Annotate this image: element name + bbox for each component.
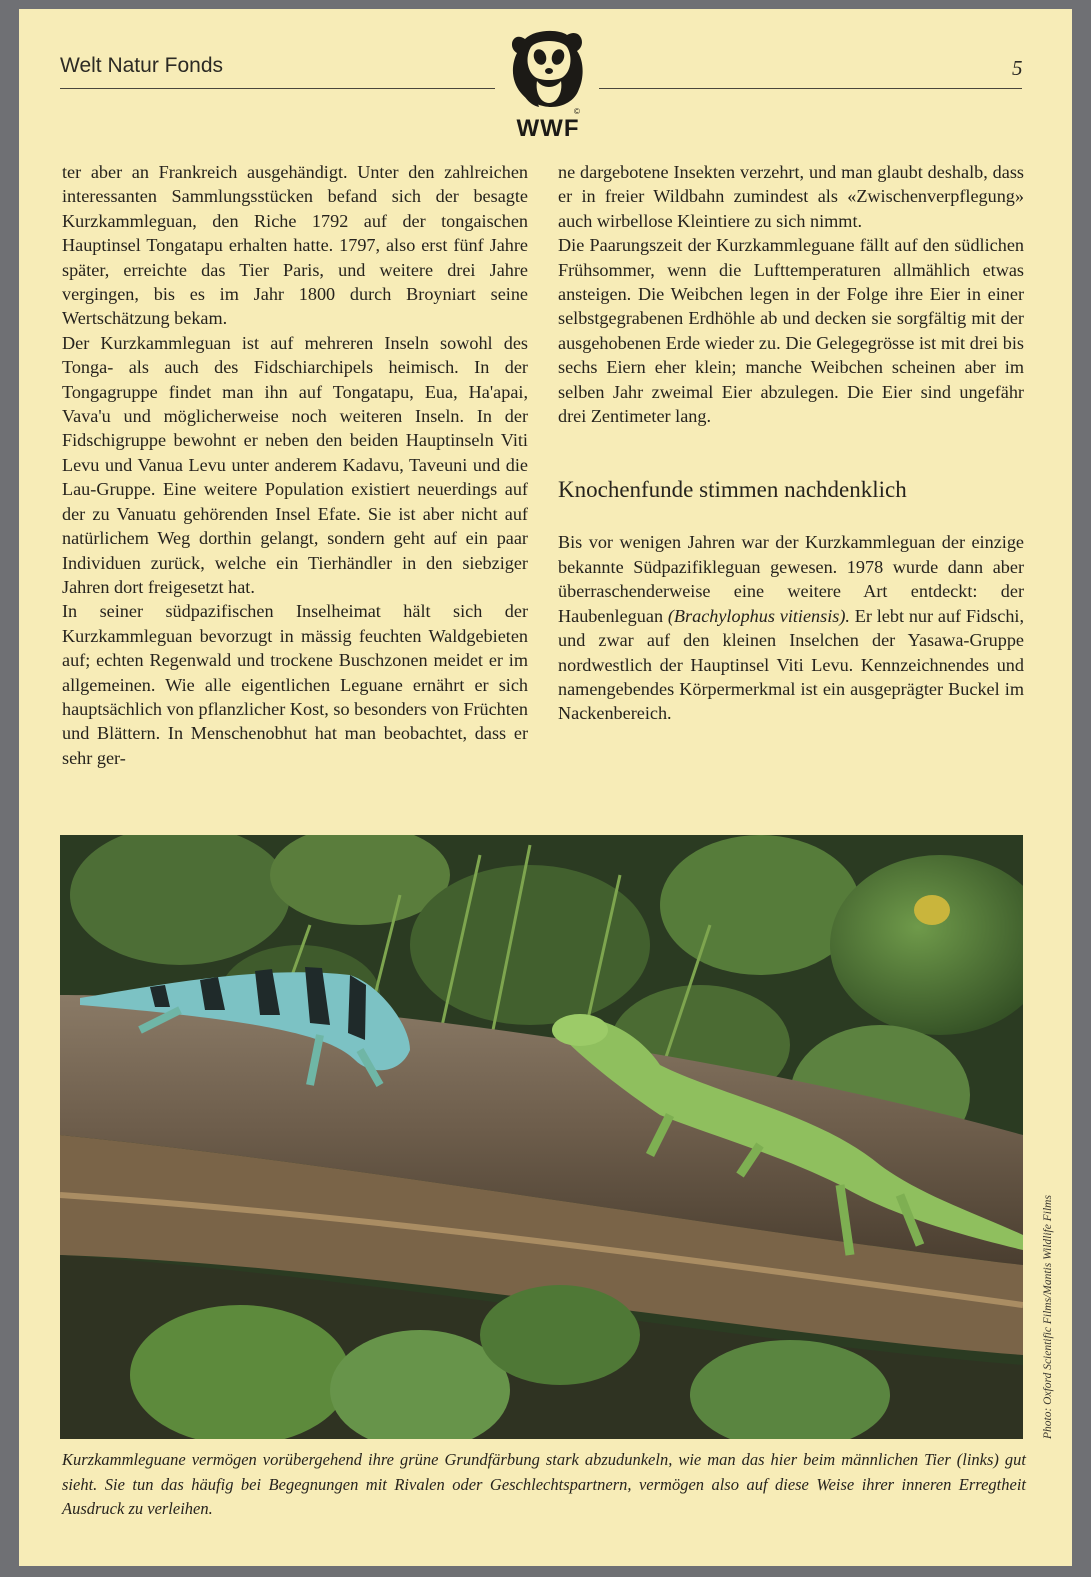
text-column-right (558, 160, 1024, 726)
section-heading: Knochenfunde stimmen nachdenklich (558, 477, 907, 503)
photo-caption: Kurzkammleguane vermögen vorübergehend ihre grüne Grundfärbung stark abzudunkeln, wie man das hier beim männlichen Tier (links) gut sieht. Sie tun das häufig bei Begegnungen mit Rivalen oder Geschlechtspartnern, vermögen also auf diese Weise ihrer inneren Erregtheit Ausdruck zu verleihen. (62, 1450, 1026, 1518)
paragraph: Der Kurzkammleguan ist auf mehreren Inseln sowohl des Tonga- als auch des Fidschiarchipels heimisch. In der Tongagruppe findet man ihn auf Tongatapu, Eua, Ha'apai, Vava'u und möglicherweise noch weiteren Inseln. In der Fidschigruppe bewohnt er neben den beiden Hauptinseln Viti Levu und Vanua Levu unter anderem Kadavu, Taveuni und die Lau-Gruppe. Eine weitere Population existiert neuerdings auf der zu Vanuatu gehörenden Insel Efate. Sie ist aber nicht auf natürlichem Weg dorthin gelangt, sondern geht auf ein paar Individuen zurück, welche ein Tierhändler in den siebziger Jahren dort freigesetzt hat. (62, 332, 528, 597)
copyright-mark: © (574, 107, 580, 116)
page-number: 5 (1012, 56, 1023, 80)
wwf-logo (503, 17, 593, 147)
paragraph-text: Bis vor wenigen Jahren war der Kurzkammleguan der einzige bekannte Südpazifikleguan gewesen. 1978 wurde dann aber überraschenderweise eine weitere Art entdeckt: der Haubenleguan (558, 532, 1024, 626)
latin-name: (Brachylophus vitiensis). (667, 605, 850, 626)
document-page (19, 9, 1072, 1566)
paragraph: ne dargebotene Insekten verzehrt, und man glaubt deshalb, dass er in freier Wildbahn zumindest als «Zwischenverpflegung» auch wirbellose Kleintiere zu sich nimmt. (558, 162, 1024, 231)
paragraph-text: Er lebt nur auf Fidschi, und zwar auf den kleinen Inselchen der Yasawa-Gruppe nordwestlich der Hauptinsel Viti Levu. Kennzeichnendes und namengebendes Körpermerkmal ist ein ausgeprägter Buckel im Nackenbereich. (558, 605, 1025, 724)
logo-text: WWF (516, 115, 580, 142)
header-rule-right (599, 88, 1022, 89)
paragraph: ter aber an Frankreich ausgehändigt. Unter den zahlreichen interessanten Sammlungsstücken befand sich der besagte Kurzkammleguan, den Riche 1792 auf der tongaischen Hauptinsel Tongatapu erhalten hatte. 1797, also erst fünf Jahre später, erreichte das Tier Paris, und weitere drei Jahre vergingen, bis es im Jahr 1800 durch Broyniart seine Wertschätzung bekam. (62, 162, 528, 329)
text-column-left (62, 160, 528, 770)
photo-credit: Photo: Oxford Scientific Films/Mantis Wildlife Films (1042, 1195, 1054, 1439)
iguana-photo (60, 835, 1023, 1439)
paragraph: In seiner südpazifischen Inselheimat hält sich der Kurzkammleguan bevorzugt in mässig feuchten Waldgebieten auf; echten Regenwald und trockene Buschzonen meidet er im allgemeinen. Wie alle eigentlichen Leguane ernährt er sich hauptsächlich von pflanzlicher Kost, so besonders von Früchten und Blättern. In Menschenobhut hat man beobachtet, dass er sehr ger- (62, 601, 528, 768)
panda-icon (503, 17, 593, 117)
paragraph: Die Paarungszeit der Kurzkammleguane fällt auf den südlichen Frühsommer, wenn die Lufttemperaturen allmählich etwas ansteigen. Die Weibchen legen in der Folge ihre Eier in einer selbstgegrabenen Erdhöhle ab und decken sie sorgfältig mit der ausgehobenen Erde wieder zu. Die Gelegegrösse ist mit drei bis sechs Eiern eher klein; manche Weibchen scheinen aber im selben Jahr zweimal Eier abzulegen. Die Eier sind ungefähr drei Zentimeter lang. (558, 235, 1024, 427)
brand-name: Welt Natur Fonds (60, 54, 224, 77)
paragraph (558, 530, 1024, 725)
header-rule-left (60, 88, 495, 89)
